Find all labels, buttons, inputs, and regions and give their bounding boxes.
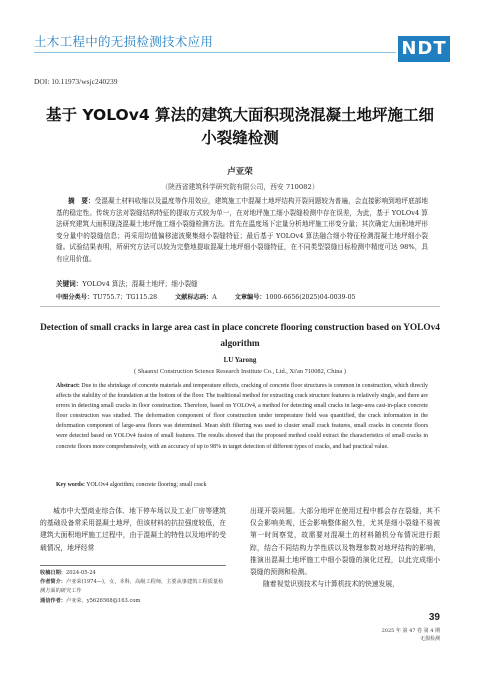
english-keywords [56, 480, 428, 490]
document-code: 文献标志码：A [175, 294, 217, 301]
doi: DOI: 10.11973/wsjc240239 [34, 77, 118, 86]
english-affiliation: ( Shaanxi Construction Science Research Institute Co., Ltd., Xi'an 710082, China ) [133, 368, 346, 375]
header-rule [34, 52, 396, 53]
english-author: LU Yarong [223, 356, 257, 364]
corresponding-author: 通信作者：卢亚荣，y5626568@163.com [40, 597, 141, 604]
classification-info [56, 292, 436, 301]
author-bio: 作者简介：卢亚荣(1974—)，女，本科，高级工程师，主要从事建筑工程质量检测方面的研究工作 [40, 579, 224, 595]
chinese-keywords-text: YOLOv4 算法；混凝土地坪；细小裂缝 [82, 280, 198, 288]
body-paragraph: 随着视觉识别技术与计算机技术的快速发展， [263, 580, 399, 589]
footnote-rule [40, 565, 226, 566]
chinese-keywords-label: 关键词： [56, 280, 83, 288]
received-date: 收稿日期：2024-05-24 [40, 570, 96, 576]
english-keywords-text: YOLOv4 algorithm; concrete flooring; small crack [86, 482, 207, 488]
issue-volume: 2025 年 第 47 卷 第 4 期 [381, 628, 440, 634]
section-divider [40, 306, 440, 307]
body-paragraph: 出现开裂问题。大部分地坪在使用过程中都会存在裂缝，其不仅会影响美观，还会影响整体耐久性，尤其是细小裂缝不易被第一时间察觉，故需要对混凝土的材料随机分布情况进行跟踪，结合不同结构力学性质以及物理参数对地坪结构的影响，推演出混凝土地坪施工中细小裂缝的演化过程，以此完成细小裂缝的预测和检测。 [250, 507, 440, 577]
clc-number: 中图分类号：TU755.7；TG115.28 [56, 294, 158, 301]
english-abstract-text: Due to the shrinkage of concrete materials and temperature effects, cracking of concrete floor structures is common in construction, which directly affects the stability of the foundation at the bottom of the floor. The traditional method for extracting crack structure features is relatively single, and there are errors in detecting small cracks in floor construction. Therefore, based on YOLOv4, a method for detecting small cracks in large-area cast-in-place concrete floor construction was studied. The deformation component of floor construction under temperature field was quantified, the crack information in the deformation component of large-area floors was determined. Mean shift filtering was used to cluster small crack features, small cracks in concrete floors were detected based on YOLOv4 fusion of small features. The results showed that the proposed method could extract the characteristics of small cracks in concrete floors more comprehensively, with an accuracy of up to 98% in target detection of different types of cracks, and had practical value. [56, 383, 428, 450]
footnote [40, 569, 226, 606]
page-number: 39 [428, 612, 440, 623]
english-abstract [56, 381, 428, 452]
body-left-column: 城市中大型商业综合体、地下停车场以及工业厂房等建筑的基础设备常采用混凝土地坪，但该材料的抗拉强度较低，在建筑大面积地坪施工过程中，由于混凝土的特性以及地坪的受载情况，地坪经常 [40, 507, 226, 552]
chinese-abstract [56, 196, 428, 266]
chinese-author: 卢亚荣 [227, 167, 253, 177]
issue-info [330, 627, 440, 643]
chinese-abstract-text: 受混凝土材料收缩以及温度等作用效应，建筑施工中混凝土地坪结构开裂问题较为普遍，会直接影响到地坪底部地基的稳定性。传统方法对裂缝结构特征的提取方式较为单一，在对地坪施工细小裂缝检测中存在误差，为此，基于 YOLOv4 算法研究建筑大面积现浇混凝土地坪施工细小裂缝检测方法。首先在温度场下定量分析地坪施工形变分量；其次确定大面积地坪形变分量中的裂缝信息；再采用均值偏移滤波聚集细小裂缝特征；最后基于 YOLOv4 算法融合细小特征检测混凝土地坪细小裂缝。试验结果表明，所研究方法可以较为完整地提取混凝土地坪细小裂缝特征，在不同类型裂缝目标检测中精度可达 98%，具有应用价值。 [56, 197, 429, 263]
ndt-logo: NDT [398, 36, 450, 62]
chinese-affiliation: （陕西省建筑科学研究院有限公司，西安 710082） [161, 183, 319, 191]
chinese-abstract-label: 摘 要： [68, 197, 95, 205]
chinese-keywords [56, 279, 428, 290]
journal-name: 无损检测 [419, 636, 440, 642]
english-title: Detection of small cracks in large area cast in place concrete flooring construction based on YOLOv4 algorithm [40, 323, 440, 349]
chinese-title: 基于 YOLOv4 算法的建筑大面积现浇混凝土地坪施工细小裂缝检测 [45, 106, 435, 147]
body-right-column [250, 505, 440, 590]
article-number: 文章编号：1000-6656(2025)04-0039-05 [234, 294, 356, 301]
journal-header [0, 0, 480, 62]
english-keywords-label: Key words: [56, 482, 85, 488]
journal-section-title: 土木工程中的无损检测技术应用 [34, 34, 214, 49]
english-abstract-label: Abstract: [56, 383, 80, 389]
